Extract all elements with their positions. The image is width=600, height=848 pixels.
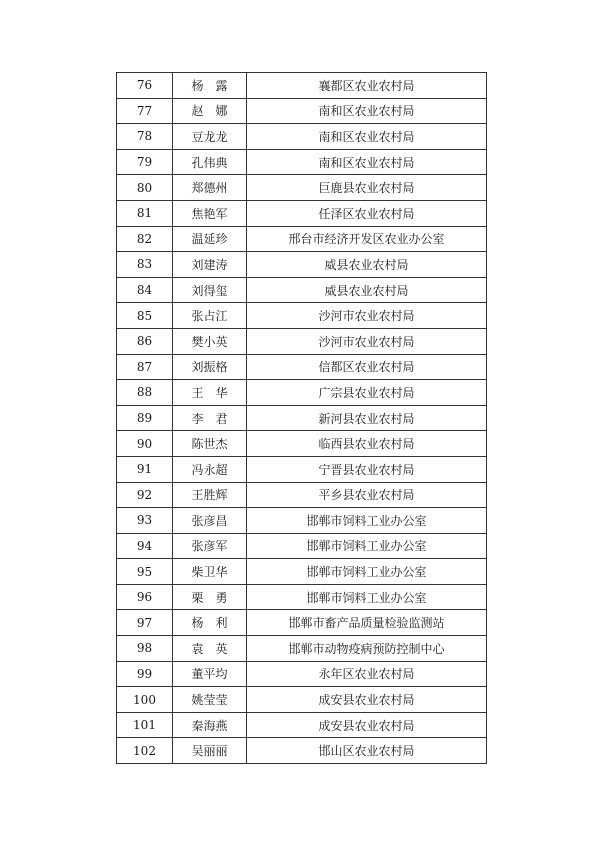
name-cell: 秦海燕 bbox=[173, 713, 247, 738]
row-number-cell: 87 bbox=[117, 355, 173, 380]
table-row bbox=[117, 662, 487, 688]
organization-cell: 南和区农业农村局 bbox=[247, 124, 487, 149]
organization-cell: 邯山区农业农村局 bbox=[247, 738, 487, 763]
name-cell: 郑德州 bbox=[173, 175, 247, 200]
organization-cell: 邯郸市饲料工业办公室 bbox=[247, 559, 487, 584]
table-row bbox=[117, 252, 487, 278]
organization-cell: 新河县农业农村局 bbox=[247, 406, 487, 431]
organization-cell: 成安县农业农村局 bbox=[247, 687, 487, 712]
row-number-cell: 83 bbox=[117, 252, 173, 277]
organization-cell: 威县农业农村局 bbox=[247, 278, 487, 303]
row-number-cell: 88 bbox=[117, 380, 173, 405]
row-number-cell: 98 bbox=[117, 636, 173, 661]
table-row bbox=[117, 201, 487, 227]
row-number-cell: 99 bbox=[117, 662, 173, 687]
organization-cell: 南和区农业农村局 bbox=[247, 99, 487, 124]
organization-cell: 邯郸市饲料工业办公室 bbox=[247, 585, 487, 610]
name-cell: 冯永超 bbox=[173, 457, 247, 482]
name-cell: 柴卫华 bbox=[173, 559, 247, 584]
organization-cell: 巨鹿县农业农村局 bbox=[247, 175, 487, 200]
table-row bbox=[117, 329, 487, 355]
table-row bbox=[117, 483, 487, 509]
table-row bbox=[117, 303, 487, 329]
row-number-cell: 95 bbox=[117, 559, 173, 584]
name-cell: 陈世杰 bbox=[173, 431, 247, 456]
table-row bbox=[117, 150, 487, 176]
name-cell: 杨 露 bbox=[173, 73, 247, 98]
name-cell: 杨 利 bbox=[173, 610, 247, 635]
table-row bbox=[117, 508, 487, 534]
row-number-cell: 81 bbox=[117, 201, 173, 226]
organization-cell: 永年区农业农村局 bbox=[247, 662, 487, 687]
organization-cell: 邯郸市畜产品质量检验监测站 bbox=[247, 610, 487, 635]
row-number-cell: 90 bbox=[117, 431, 173, 456]
row-number-cell: 96 bbox=[117, 585, 173, 610]
organization-cell: 宁晋县农业农村局 bbox=[247, 457, 487, 482]
table-row bbox=[117, 636, 487, 662]
name-cell: 栗 勇 bbox=[173, 585, 247, 610]
organization-cell: 邯郸市动物疫病预防控制中心 bbox=[247, 636, 487, 661]
row-number-cell: 85 bbox=[117, 303, 173, 328]
name-cell: 豆龙龙 bbox=[173, 124, 247, 149]
row-number-cell: 93 bbox=[117, 508, 173, 533]
organization-cell: 沙河市农业农村局 bbox=[247, 303, 487, 328]
table-row bbox=[117, 355, 487, 381]
table-row bbox=[117, 713, 487, 739]
table-row bbox=[117, 406, 487, 432]
name-cell: 姚莹莹 bbox=[173, 687, 247, 712]
name-cell: 刘得玺 bbox=[173, 278, 247, 303]
table-row bbox=[117, 175, 487, 201]
table-row bbox=[117, 99, 487, 125]
organization-cell: 邯郸市饲料工业办公室 bbox=[247, 534, 487, 559]
row-number-cell: 79 bbox=[117, 150, 173, 175]
organization-cell: 临西县农业农村局 bbox=[247, 431, 487, 456]
name-cell: 赵 娜 bbox=[173, 99, 247, 124]
row-number-cell: 86 bbox=[117, 329, 173, 354]
name-cell: 董平均 bbox=[173, 662, 247, 687]
row-number-cell: 84 bbox=[117, 278, 173, 303]
organization-cell: 襄都区农业农村局 bbox=[247, 73, 487, 98]
name-cell: 吴丽丽 bbox=[173, 738, 247, 763]
organization-cell: 南和区农业农村局 bbox=[247, 150, 487, 175]
name-cell: 袁 英 bbox=[173, 636, 247, 661]
name-cell: 李 君 bbox=[173, 406, 247, 431]
table-row bbox=[117, 738, 487, 764]
table-row bbox=[117, 610, 487, 636]
table-row bbox=[117, 687, 487, 713]
row-number-cell: 80 bbox=[117, 175, 173, 200]
row-number-cell: 78 bbox=[117, 124, 173, 149]
organization-cell: 沙河市农业农村局 bbox=[247, 329, 487, 354]
table-body bbox=[117, 73, 487, 764]
row-number-cell: 89 bbox=[117, 406, 173, 431]
organization-cell: 邢台市经济开发区农业办公室 bbox=[247, 227, 487, 252]
table-row bbox=[117, 534, 487, 560]
organization-cell: 邯郸市饲料工业办公室 bbox=[247, 508, 487, 533]
name-cell: 刘振格 bbox=[173, 355, 247, 380]
name-cell: 王 华 bbox=[173, 380, 247, 405]
organization-cell: 成安县农业农村局 bbox=[247, 713, 487, 738]
table-row bbox=[117, 124, 487, 150]
name-cell: 孔伟典 bbox=[173, 150, 247, 175]
row-number-cell: 77 bbox=[117, 99, 173, 124]
table-row bbox=[117, 73, 487, 99]
table-row bbox=[117, 585, 487, 611]
row-number-cell: 100 bbox=[117, 687, 173, 712]
name-cell: 温延珍 bbox=[173, 227, 247, 252]
row-number-cell: 102 bbox=[117, 738, 173, 763]
name-cell: 张占江 bbox=[173, 303, 247, 328]
table-row bbox=[117, 559, 487, 585]
personnel-table bbox=[116, 72, 487, 764]
row-number-cell: 76 bbox=[117, 73, 173, 98]
organization-cell: 任泽区农业农村局 bbox=[247, 201, 487, 226]
organization-cell: 广宗县农业农村局 bbox=[247, 380, 487, 405]
row-number-cell: 82 bbox=[117, 227, 173, 252]
name-cell: 张彦军 bbox=[173, 534, 247, 559]
row-number-cell: 101 bbox=[117, 713, 173, 738]
table-row bbox=[117, 457, 487, 483]
table-row bbox=[117, 278, 487, 304]
organization-cell: 信都区农业农村局 bbox=[247, 355, 487, 380]
row-number-cell: 92 bbox=[117, 483, 173, 508]
table-row bbox=[117, 431, 487, 457]
row-number-cell: 91 bbox=[117, 457, 173, 482]
name-cell: 刘建涛 bbox=[173, 252, 247, 277]
organization-cell: 威县农业农村局 bbox=[247, 252, 487, 277]
row-number-cell: 94 bbox=[117, 534, 173, 559]
organization-cell: 平乡县农业农村局 bbox=[247, 483, 487, 508]
name-cell: 樊小英 bbox=[173, 329, 247, 354]
table-row bbox=[117, 380, 487, 406]
name-cell: 张彦昌 bbox=[173, 508, 247, 533]
name-cell: 焦艳军 bbox=[173, 201, 247, 226]
table-row bbox=[117, 227, 487, 253]
row-number-cell: 97 bbox=[117, 610, 173, 635]
name-cell: 王胜辉 bbox=[173, 483, 247, 508]
